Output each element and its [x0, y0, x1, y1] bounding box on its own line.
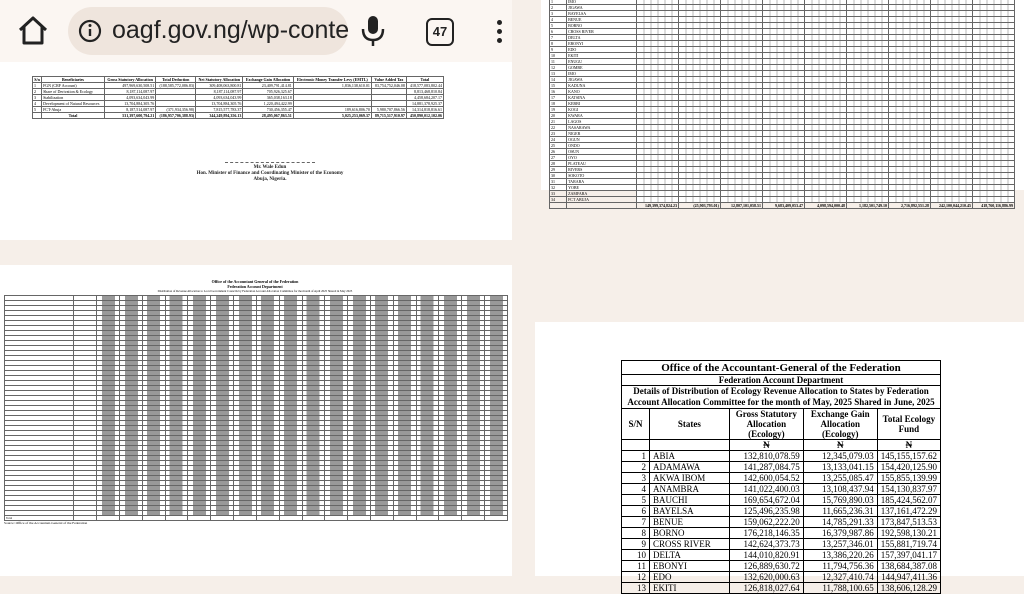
- exchange-allocation: 13,255,085.47: [803, 473, 877, 484]
- gross-allocation: 141,022,400.03: [729, 484, 803, 495]
- state-name: KOGI: [567, 107, 637, 113]
- table-cell: 83,754,752,046.08: [371, 83, 406, 89]
- row-index: 15: [550, 83, 567, 89]
- table-cell: Share of Derivation & Ecology: [42, 89, 105, 95]
- table-cell: 4,093,634,043.99: [196, 95, 243, 101]
- state-name: ABIA: [649, 451, 729, 462]
- total-cell: 1,182,501,749.10: [847, 203, 889, 209]
- row-index: 22: [550, 125, 567, 131]
- exchange-allocation: 13,257,346.01: [803, 539, 877, 550]
- row-index: 28: [550, 161, 567, 167]
- state-name: EKITI: [567, 53, 637, 59]
- state-name: AKWA IBOM: [649, 473, 729, 484]
- total-cell: 28,495,067,863.51: [243, 113, 293, 119]
- exchange-allocation: 15,769,890.03: [803, 495, 877, 506]
- state-name: BAYELSA: [567, 11, 637, 17]
- state-name: KWARA: [567, 113, 637, 119]
- state-name: OGUN: [567, 137, 637, 143]
- table-cell: 309,408,063,800.81: [196, 83, 243, 89]
- row-index: 10: [550, 53, 567, 59]
- table-cell: 13,704,884,305.76: [196, 101, 243, 107]
- row-sn: 5: [622, 495, 650, 506]
- table-row: [622, 473, 941, 484]
- exchange-allocation: 12,327,410.74: [803, 572, 877, 583]
- table-row: [622, 572, 941, 583]
- col-sn-header: S/N: [622, 409, 650, 440]
- total-row: [550, 203, 1015, 209]
- state-name: GOMBE: [567, 65, 637, 71]
- total-cell: 344,249,894,356.13: [196, 113, 243, 119]
- table-cell: 4,093,634,043.99: [104, 95, 155, 101]
- total-ecology-fund: 145,155,157.62: [877, 451, 940, 462]
- table-row: [622, 495, 941, 506]
- table-cell: 8,187,514,087.97: [104, 107, 155, 113]
- state-name: SOKOTO: [567, 173, 637, 179]
- table-cell: Development of Natural Resources: [42, 101, 105, 107]
- state-name: KATSINA: [567, 95, 637, 101]
- document-view: [0, 62, 512, 240]
- row-sn: 12: [622, 572, 650, 583]
- col-total-header: Total Ecology Fund: [877, 409, 940, 440]
- table-cell: 7,815,577,783.37: [196, 107, 243, 113]
- gross-allocation: 176,218,146.35: [729, 528, 803, 539]
- signature-block: [170, 162, 370, 183]
- total-ecology-fund: 138,606,128.29: [877, 583, 940, 594]
- total-row: [5, 516, 508, 521]
- exchange-allocation: 16,379,987.86: [803, 528, 877, 539]
- tab-switcher-button[interactable]: 47: [426, 18, 454, 46]
- ecology-fund-table: [621, 360, 941, 594]
- currency-symbol: ₦: [803, 440, 877, 451]
- lgc-title: Office of the Accountant General of the Federation: [211, 279, 299, 284]
- row-index: 16: [550, 89, 567, 95]
- total-ecology-fund: 137,161,472.29: [877, 506, 940, 517]
- url-text[interactable]: oagf.gov.ng/wp-conte: [112, 16, 350, 44]
- table-cell: 14,314,818,816.61: [406, 107, 443, 113]
- microphone-icon[interactable]: [360, 14, 386, 48]
- table-row: [622, 539, 941, 550]
- table-cell: 1: [33, 83, 42, 89]
- total-cell: 531,397,600,794.21: [104, 113, 155, 119]
- total-ecology-fund: 155,855,139.99: [877, 473, 940, 484]
- total-ecology-fund: 192,598,130.21: [877, 528, 940, 539]
- ecology-doc-caption: Details of Distribution of Ecology Revenue Allocation to States by Federation Account Allocation Committee for the month of May, 2025 Shared in June, 2025: [622, 386, 941, 409]
- row-index: 32: [550, 185, 567, 191]
- total-label: Total: [5, 516, 74, 521]
- state-name: LAGOS: [567, 119, 637, 125]
- table-cell: 418,577,083,802.44: [406, 83, 443, 89]
- column-header: Net Statutory Allocation: [196, 77, 243, 83]
- gross-allocation: 169,654,672.04: [729, 495, 803, 506]
- table-row: [622, 517, 941, 528]
- state-name: JIGAWA: [567, 5, 637, 11]
- col-states-header: States: [649, 409, 729, 440]
- row-sn: 9: [622, 539, 650, 550]
- total-cell: 450,890,012,102.06: [406, 113, 443, 119]
- row-sn: 13: [622, 583, 650, 594]
- state-name: ZAMFARA: [567, 191, 637, 197]
- total-ecology-fund: 157,397,041.17: [877, 550, 940, 561]
- table-cell: FCT-Abuja: [42, 107, 105, 113]
- lgc-source: Source: Office of the Accountant-General of the Federation: [4, 521, 88, 525]
- row-index: 17: [550, 95, 567, 101]
- total-ecology-fund: 138,684,387.08: [877, 561, 940, 572]
- ecology-doc-title: Office of the Accountant-General of the Federation: [622, 361, 941, 375]
- table-row: [622, 451, 941, 462]
- row-sn: 7: [622, 517, 650, 528]
- ecology-doc-department: Federation Account Department: [622, 375, 941, 386]
- browser-toolbar: [0, 0, 512, 62]
- total-cell: 242,100,044,210.45: [931, 203, 973, 209]
- column-header: Total Deduction: [156, 77, 196, 83]
- column-header: Value Added Tax: [371, 77, 406, 83]
- state-name: KADUNA: [567, 83, 637, 89]
- state-name: DELTA: [567, 35, 637, 41]
- table-row: [622, 506, 941, 517]
- table-cell: 1,836,138,610.01: [293, 83, 371, 89]
- table-cell: 8,813,468,810.84: [406, 89, 443, 95]
- row-index: 30: [550, 173, 567, 179]
- table-cell: Stabilization: [42, 95, 105, 101]
- signatory-name: Mr. Wale Edun: [253, 165, 287, 170]
- state-allocation-table: [549, 0, 1015, 209]
- state-name: OSUN: [567, 149, 637, 155]
- exchange-allocation: 12,345,079.03: [803, 451, 877, 462]
- state-name: OYO: [567, 155, 637, 161]
- column-header: Electronic Money Transfer Levy (EMTL): [293, 77, 371, 83]
- row-sn: 2: [622, 462, 650, 473]
- table-cell: 1,220,494,422.99: [243, 101, 293, 107]
- table-cell: 730,456,355.47: [243, 107, 293, 113]
- lgc-allocation-table: [4, 295, 508, 521]
- total-cell: 9,683,409,053.47: [763, 203, 805, 209]
- table-cell: 5,980,707,866.56: [371, 107, 406, 113]
- signatory-place: Abuja, Nigeria.: [253, 177, 287, 182]
- state-name: EBONYI: [649, 561, 729, 572]
- row-index: 6: [550, 29, 567, 35]
- state-name: KEBBI: [567, 101, 637, 107]
- state-name: FCT ABUJA: [567, 197, 637, 203]
- exchange-allocation: 13,108,437.94: [803, 484, 877, 495]
- col-exchange-header: Exchange Gain Allocation (Ecology): [803, 409, 877, 440]
- exchange-allocation: 11,788,100.65: [803, 583, 877, 594]
- total-cell: 12,807,101,058.51: [721, 203, 763, 209]
- state-name: EKITI: [649, 583, 729, 594]
- state-name: CROSS RIVER: [649, 539, 729, 550]
- table-row: [622, 550, 941, 561]
- state-name: DELTA: [649, 550, 729, 561]
- row-index: 21: [550, 119, 567, 125]
- site-info-icon[interactable]: [78, 19, 102, 43]
- state-name: ONDO: [567, 143, 637, 149]
- row-index: 20: [550, 113, 567, 119]
- gross-allocation: 159,062,222.20: [729, 517, 803, 528]
- table-cell: 2: [33, 89, 42, 95]
- state-name: RIVERS: [567, 167, 637, 173]
- state-name: BAUCHI: [649, 495, 729, 506]
- table-row: [622, 561, 941, 572]
- table-row: [622, 484, 941, 495]
- state-name: IMO: [567, 0, 637, 5]
- row-index: 2: [550, 5, 567, 11]
- table-cell: 4,458,684,207.17: [406, 95, 443, 101]
- row-index: 8: [550, 41, 567, 47]
- row-sn: 4: [622, 484, 650, 495]
- address-bar[interactable]: [68, 7, 348, 55]
- lgc-allocation-sheet: [0, 265, 512, 576]
- total-cell: (186,957,706,388.93): [156, 113, 196, 119]
- table-cell: 8,187,114,087.97: [196, 89, 243, 95]
- gross-allocation: 125,496,235.98: [729, 506, 803, 517]
- state-name: BORNO: [649, 528, 729, 539]
- table-cell: 8,187,114,087.97: [104, 89, 155, 95]
- total-label: Total: [42, 113, 105, 119]
- table-cell: 14,881,378,925.37: [406, 101, 443, 107]
- row-index: 14: [550, 77, 567, 83]
- total-cell: 149,399,374,824.23: [637, 203, 679, 209]
- gross-allocation: 142,624,373.73: [729, 539, 803, 550]
- total-ecology-fund: 185,424,562.07: [877, 495, 940, 506]
- row-index: 4: [550, 17, 567, 23]
- gross-allocation: 126,889,630.72: [729, 561, 803, 572]
- state-name: JIGAWA: [567, 77, 637, 83]
- exchange-allocation: 13,386,220.26: [803, 550, 877, 561]
- row-sn: 1: [622, 451, 650, 462]
- row-sn: 10: [622, 550, 650, 561]
- exchange-allocation: 13,133,041.15: [803, 462, 877, 473]
- total-cell: 2,716,892,551.28: [889, 203, 931, 209]
- state-name: KANO: [567, 89, 637, 95]
- state-name: IMO: [567, 71, 637, 77]
- total-cell: (25,903,793.01): [679, 203, 721, 209]
- total-ecology-fund: 144,947,411.36: [877, 572, 940, 583]
- table-cell: 3: [33, 95, 42, 101]
- state-name: ADAMAWA: [649, 462, 729, 473]
- exchange-allocation: 11,665,236.31: [803, 506, 877, 517]
- row-index: 29: [550, 167, 567, 173]
- total-cell: 418,760,116,886.99: [973, 203, 1015, 209]
- total-ecology-fund: 154,130,837.97: [877, 484, 940, 495]
- table-cell: 365,038,163.18: [243, 95, 293, 101]
- state-name: BENUE: [649, 517, 729, 528]
- row-sn: 8: [622, 528, 650, 539]
- state-name: ENUGU: [567, 59, 637, 65]
- lgc-caption: Distribution of Revenue Allocation to Local Government Councils by Federation Account Allocation Committee for the month of April 2025 Shared in May 2025: [157, 289, 353, 293]
- row-sn: 6: [622, 506, 650, 517]
- row-index: 5: [550, 23, 567, 29]
- row-index: 31: [550, 179, 567, 185]
- state-name: TARABA: [567, 179, 637, 185]
- lgc-subtitle: Federation Account Department: [227, 284, 283, 289]
- state-name: BORNO: [567, 23, 637, 29]
- total-row: [33, 113, 444, 119]
- table-row: [622, 528, 941, 539]
- exchange-allocation: 11,794,756.36: [803, 561, 877, 572]
- row-index: 7: [550, 35, 567, 41]
- table-cell: 13,704,884,305.76: [104, 101, 155, 107]
- row-index: 9: [550, 47, 567, 53]
- exchange-allocation: 14,785,291.33: [803, 517, 877, 528]
- row-index: 12: [550, 65, 567, 71]
- state-name: NASARAWA: [567, 125, 637, 131]
- gross-allocation: 141,287,084.75: [729, 462, 803, 473]
- row-index: 11: [550, 59, 567, 65]
- gross-allocation: 126,818,027.64: [729, 583, 803, 594]
- row-index: 24: [550, 137, 567, 143]
- state-name: PLATEAU: [567, 161, 637, 167]
- currency-symbol: ₦: [877, 440, 940, 451]
- row-index: 27: [550, 155, 567, 161]
- row-index: 25: [550, 143, 567, 149]
- row-index: 26: [550, 149, 567, 155]
- total-ecology-fund: 155,881,719.74: [877, 539, 940, 550]
- row-index: 19: [550, 107, 567, 113]
- total-cell: 89,715,517,910.97: [371, 113, 406, 119]
- table-cell: 189,616,806.70: [293, 107, 371, 113]
- state-name: CROSS RIVER: [567, 29, 637, 35]
- state-name: EDO: [649, 572, 729, 583]
- gross-allocation: 132,620,000.63: [729, 572, 803, 583]
- col-gross-header: Gross Statutory Allocation (Ecology): [729, 409, 803, 440]
- table-cell: 5: [33, 107, 42, 113]
- gross-allocation: 132,810,078.59: [729, 451, 803, 462]
- state-name: EDO: [567, 47, 637, 53]
- state-allocation-sheet: [541, 0, 1024, 208]
- row-index: 3: [550, 11, 567, 17]
- ecology-fund-document: [535, 322, 1024, 593]
- total-cell: 5,025,253,069.37: [293, 113, 371, 119]
- total-cell: 4,098,594,000.48: [805, 203, 847, 209]
- column-header: Total: [406, 77, 443, 83]
- row-index: 18: [550, 101, 567, 107]
- table-cell: FGN (CRF Account): [42, 83, 105, 89]
- row-sn: 3: [622, 473, 650, 484]
- gross-allocation: 142,600,054.52: [729, 473, 803, 484]
- currency-symbol: ₦: [729, 440, 803, 451]
- row-index: 13: [550, 71, 567, 77]
- browser-pane: [0, 0, 512, 240]
- table-cell: (371,934,356.98): [156, 107, 196, 113]
- total-ecology-fund: 173,847,513.53: [877, 517, 940, 528]
- table-cell: 705,926,325.67: [243, 89, 293, 95]
- gross-allocation: 144,010,820.91: [729, 550, 803, 561]
- state-name: BENUE: [567, 17, 637, 23]
- table-cell: 23,409,791,414.81: [243, 83, 293, 89]
- row-sn: 11: [622, 561, 650, 572]
- state-name: BAYELSA: [649, 506, 729, 517]
- column-header: Gross Statutory Allocation: [104, 77, 155, 83]
- table-cell: 4: [33, 101, 42, 107]
- table-row: [622, 462, 941, 473]
- signatory-title: Hon. Minister of Finance and Coordinating Minister of the Economy: [196, 171, 344, 176]
- row-index: 23: [550, 131, 567, 137]
- column-header: Beneficiaries: [42, 77, 105, 83]
- total-ecology-fund: 154,420,125.90: [877, 462, 940, 473]
- state-name: ANAMBRA: [649, 484, 729, 495]
- table-cell: 497,969,630,508.51: [104, 83, 155, 89]
- overflow-menu-icon[interactable]: [494, 18, 504, 46]
- home-icon[interactable]: [16, 14, 50, 48]
- table-cell: (188,585,772,086.83): [156, 83, 196, 89]
- table-row: [622, 583, 941, 594]
- state-name: EBONYI: [567, 41, 637, 47]
- row-index: 34: [550, 197, 567, 203]
- row-index: 33: [550, 191, 567, 197]
- row-index: 1: [550, 0, 567, 5]
- allocation-summary-table: [32, 76, 444, 119]
- state-name: NIGER: [567, 131, 637, 137]
- column-header: S/n: [34, 77, 40, 82]
- state-name: YOBE: [567, 185, 637, 191]
- column-header: Exchange Gain Allocation: [243, 77, 293, 83]
